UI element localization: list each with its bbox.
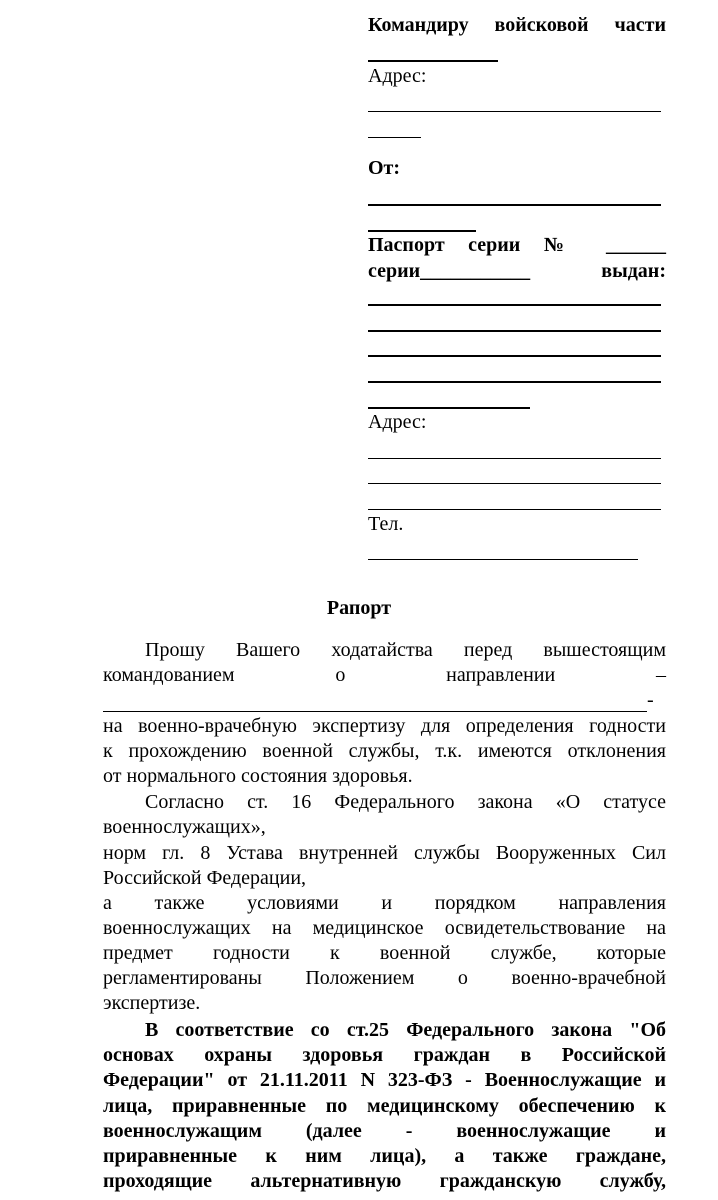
- body-line: регламентированы Положением о военно-врачебной: [103, 967, 666, 989]
- passport-line-1: Паспорт серии № ______: [368, 234, 666, 256]
- referral-blank: [103, 711, 647, 712]
- body-line: Федерации" от 21.11.2011 N 323-ФЗ - Военнослужащие и: [103, 1069, 666, 1091]
- body-line: проходящие альтернативную гражданскую службу,: [103, 1170, 666, 1192]
- address-label-2: Адрес:: [368, 411, 427, 433]
- address2-blank-2: [368, 483, 661, 484]
- address-blank-1: [368, 111, 661, 112]
- from-label: От:: [368, 157, 401, 179]
- body-line: приравненные к ним лица), а также граждане,: [103, 1145, 666, 1167]
- body-line: Согласно ст. 16 Федерального закона «О статусе: [145, 791, 666, 813]
- issued-blank-1: [368, 304, 661, 306]
- body-line: предмет годности к военной службе, которые: [103, 942, 666, 964]
- body-line: на военно-врачебную экспертизу для определения годности: [103, 715, 666, 737]
- body-line: военнослужащих на медицинское освидетельствование на: [103, 917, 666, 939]
- body-line: командованием о направлении –: [103, 664, 666, 686]
- body-line: а также условиями и порядком направления: [103, 892, 666, 914]
- body-line: норм гл. 8 Устава внутренней службы Вооруженных Сил: [103, 842, 666, 864]
- issued-blank-3: [368, 355, 661, 357]
- unit-number-blank: [368, 60, 498, 62]
- address2-blank-3: [368, 509, 661, 510]
- body-line: к прохождению военной службы, т.к. имеются отклонения: [103, 740, 666, 762]
- body-line: Прошу Вашего ходатайства перед вышестоящим: [145, 639, 666, 661]
- body-line: военнослужащим (далее - военнослужащие и: [103, 1120, 666, 1142]
- address-blank-2: [368, 137, 421, 138]
- body-line: -: [647, 689, 654, 711]
- from-blank-2: [368, 230, 476, 232]
- phone-label: Тел.: [368, 513, 404, 535]
- body-line: В соответствие со ст.25 Федерального закона "Об: [145, 1019, 666, 1041]
- address2-blank-1: [368, 458, 661, 459]
- document-title: Рапорт: [326, 597, 392, 619]
- from-blank-1: [368, 204, 661, 206]
- issued-blank-2: [368, 330, 661, 332]
- issued-blank-4: [368, 381, 661, 383]
- body-line: от нормального состояния здоровья.: [103, 765, 413, 787]
- body-line: военнослужащих»,: [103, 816, 266, 838]
- phone-blank: [368, 559, 638, 560]
- addressee-line: Командиру войсковой части: [368, 14, 666, 36]
- issued-blank-5: [368, 407, 530, 409]
- body-line: основах охраны здоровья граждан в Российской: [103, 1044, 666, 1066]
- body-line: Российской Федерации,: [103, 867, 307, 889]
- body-line: экспертизе.: [103, 992, 201, 1014]
- address-label: Адрес:: [368, 65, 427, 87]
- passport-line-2: серии___________ выдан:: [368, 260, 666, 282]
- body-line: лица, приравненные по медицинскому обеспечению к: [103, 1095, 666, 1117]
